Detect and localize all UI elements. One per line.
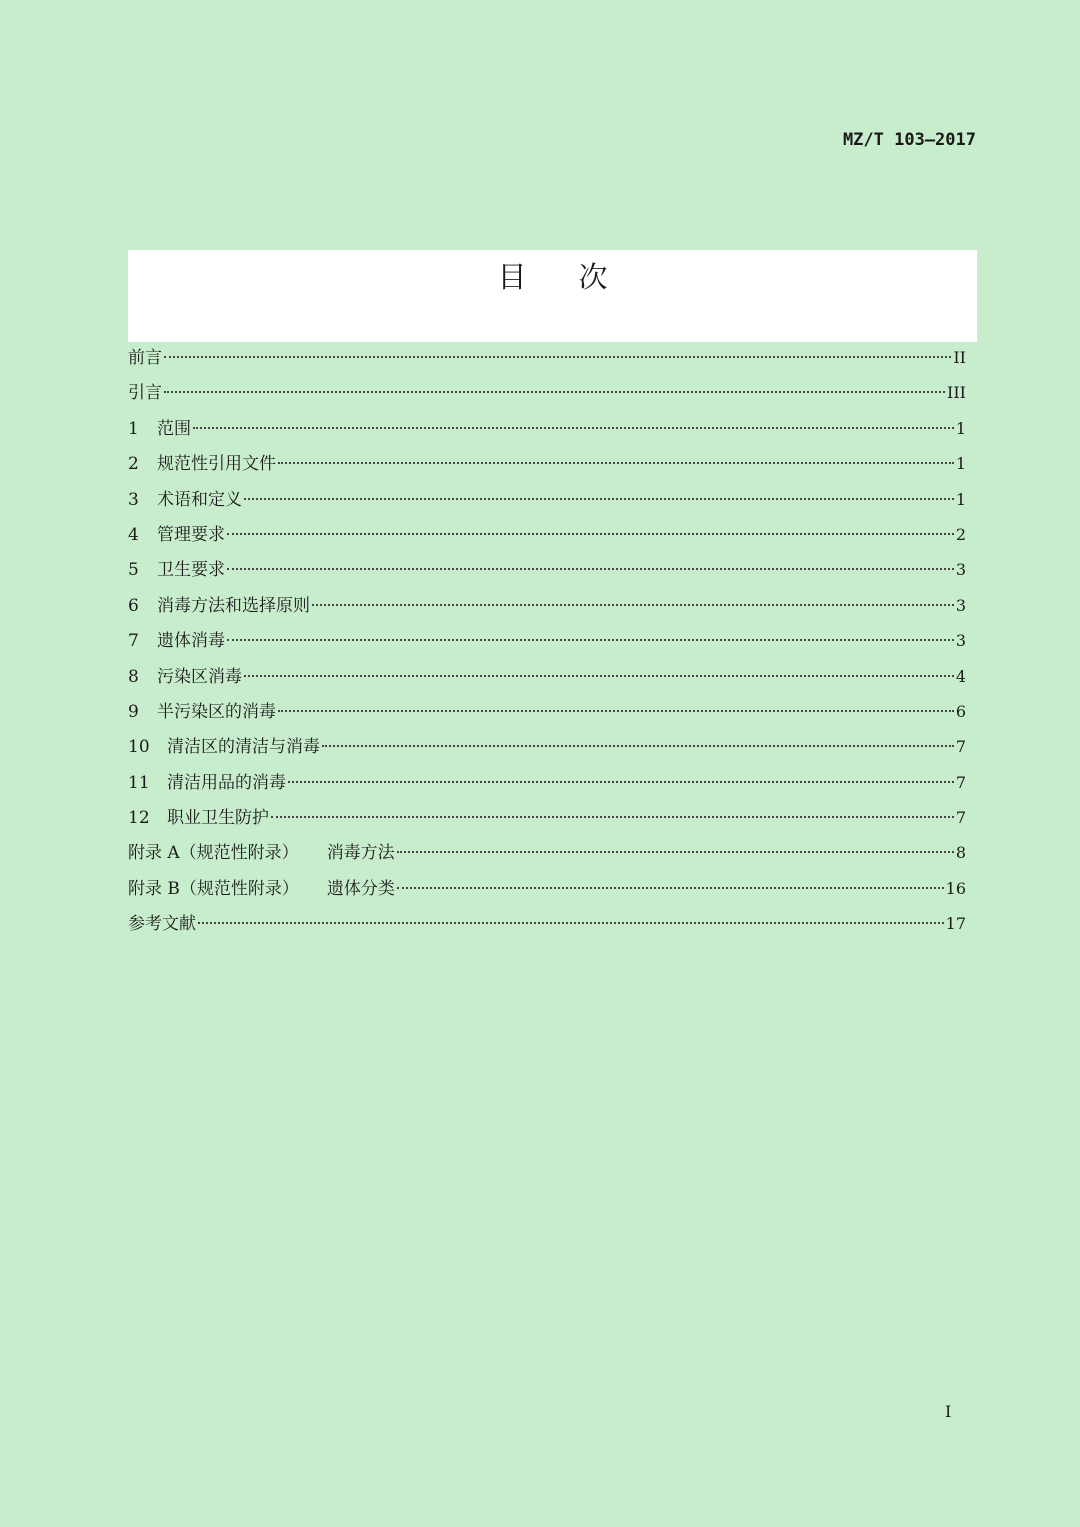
toc-entry-number: 5 bbox=[128, 560, 139, 581]
table-of-contents bbox=[128, 340, 966, 942]
toc-entry-page: 2 bbox=[955, 524, 966, 544]
toc-entry-title: 职业卫生防护 bbox=[167, 808, 269, 829]
toc-entry[interactable] bbox=[128, 694, 966, 729]
toc-entry-page: 7 bbox=[955, 808, 966, 828]
toc-entry[interactable] bbox=[128, 906, 966, 941]
toc-entry[interactable] bbox=[128, 729, 966, 764]
toc-leader-dots bbox=[322, 745, 954, 747]
toc-entry-label bbox=[128, 660, 242, 695]
toc-entry-number: 3 bbox=[128, 489, 139, 510]
toc-entry-page: 4 bbox=[955, 666, 966, 686]
toc-entry-number: 12 bbox=[128, 808, 150, 829]
toc-entry-label bbox=[128, 553, 225, 588]
toc-entry-label bbox=[128, 589, 310, 624]
toc-entry-page: 17 bbox=[945, 914, 966, 934]
toc-leader-dots bbox=[164, 356, 951, 358]
toc-entry-page: 3 bbox=[955, 595, 966, 615]
toc-entry-title: 引言 bbox=[128, 383, 162, 404]
toc-entry-number: 9 bbox=[128, 701, 139, 722]
toc-entry[interactable] bbox=[128, 800, 966, 835]
toc-entry[interactable] bbox=[128, 623, 966, 658]
toc-leader-dots bbox=[193, 427, 954, 429]
toc-entry-title: 消毒方法和选择原则 bbox=[157, 595, 310, 616]
toc-leader-dots bbox=[271, 816, 954, 818]
toc-entry-page: III bbox=[947, 383, 966, 403]
toc-entry[interactable] bbox=[128, 588, 966, 623]
toc-entry[interactable] bbox=[128, 482, 966, 517]
toc-entry[interactable] bbox=[128, 340, 966, 375]
toc-entry-page: II bbox=[953, 348, 966, 367]
toc-entry[interactable] bbox=[128, 871, 966, 906]
toc-entry-title: 前言 bbox=[128, 348, 162, 368]
toc-entry-page: 6 bbox=[955, 701, 966, 721]
toc-leader-dots bbox=[288, 781, 954, 783]
toc-entry-title: 附录 A（规范性附录） bbox=[128, 843, 299, 864]
toc-entry[interactable] bbox=[128, 375, 966, 410]
toc-entry-label bbox=[128, 801, 269, 836]
toc-entry-title: 范围 bbox=[157, 418, 191, 439]
toc-entry[interactable] bbox=[128, 411, 966, 446]
toc-leader-dots bbox=[227, 568, 954, 570]
toc-leader-dots bbox=[312, 604, 954, 606]
toc-entry-title: 参考文献 bbox=[128, 914, 196, 935]
toc-entry-title: 附录 B（规范性附录） bbox=[128, 878, 299, 899]
toc-entry-label bbox=[128, 836, 395, 871]
toc-entry-label bbox=[128, 624, 225, 659]
toc-entry-title: 管理要求 bbox=[157, 524, 225, 545]
toc-leader-dots bbox=[397, 887, 944, 889]
toc-entry-number: 6 bbox=[128, 595, 139, 616]
toc-entry-subtitle: 消毒方法 bbox=[326, 843, 395, 864]
toc-leader-dots bbox=[278, 462, 954, 464]
toc-leader-dots bbox=[278, 710, 954, 712]
toc-entry[interactable] bbox=[128, 765, 966, 800]
toc-entry-number: 8 bbox=[128, 666, 139, 687]
toc-entry-number: 11 bbox=[128, 772, 150, 793]
toc-entry-label bbox=[128, 412, 191, 447]
toc-entry-title: 清洁用品的消毒 bbox=[167, 772, 286, 793]
toc-entry-page: 3 bbox=[955, 631, 966, 651]
toc-entry[interactable] bbox=[128, 517, 966, 552]
toc-entry-label bbox=[128, 447, 276, 482]
toc-entry-page: 16 bbox=[945, 878, 966, 898]
toc-entry-label bbox=[128, 695, 276, 730]
toc-entry-page: 1 bbox=[955, 418, 966, 438]
toc-entry-title: 半污染区的消毒 bbox=[157, 701, 276, 722]
toc-entry-page: 8 bbox=[955, 843, 966, 863]
toc-entry-page: 7 bbox=[955, 772, 966, 792]
toc-entry-label bbox=[128, 376, 162, 411]
toc-entry-title: 规范性引用文件 bbox=[157, 454, 276, 475]
title-char-1: 目 bbox=[497, 260, 527, 294]
page-number: I bbox=[945, 1402, 952, 1421]
toc-entry-number: 2 bbox=[128, 454, 139, 475]
toc-leader-dots bbox=[198, 922, 944, 924]
toc-entry[interactable] bbox=[128, 446, 966, 481]
toc-entry-title: 污染区消毒 bbox=[157, 666, 242, 687]
toc-entry-number: 7 bbox=[128, 631, 139, 652]
toc-leader-dots bbox=[397, 851, 954, 853]
toc-leader-dots bbox=[244, 498, 954, 500]
standard-code: MZ/T 103—2017 bbox=[842, 130, 976, 150]
toc-entry-page: 3 bbox=[955, 560, 966, 580]
toc-entry-page: 1 bbox=[955, 489, 966, 509]
toc-entry-label bbox=[128, 872, 395, 907]
toc-entry-title: 清洁区的清洁与消毒 bbox=[167, 737, 320, 758]
toc-entry-page: 1 bbox=[955, 454, 966, 474]
title-char-2: 次 bbox=[578, 260, 608, 294]
toc-leader-dots bbox=[227, 639, 954, 641]
page-title bbox=[128, 255, 977, 296]
toc-entry[interactable] bbox=[128, 552, 966, 587]
toc-entry-title: 术语和定义 bbox=[157, 489, 242, 510]
toc-entry-title: 遗体消毒 bbox=[157, 631, 225, 652]
toc-entry-label bbox=[128, 730, 320, 765]
toc-entry-subtitle: 遗体分类 bbox=[326, 878, 395, 899]
toc-entry-number: 10 bbox=[128, 737, 150, 758]
toc-entry-label bbox=[128, 766, 286, 801]
toc-entry-number: 1 bbox=[128, 418, 139, 439]
toc-entry-label bbox=[128, 341, 162, 376]
toc-leader-dots bbox=[244, 675, 954, 677]
toc-leader-dots bbox=[164, 391, 945, 393]
toc-entry[interactable] bbox=[128, 659, 966, 694]
toc-entry-label bbox=[128, 907, 196, 942]
toc-leader-dots bbox=[227, 533, 954, 535]
toc-entry-page: 7 bbox=[955, 737, 966, 757]
toc-entry-label bbox=[128, 518, 225, 553]
toc-entry-number: 4 bbox=[128, 524, 139, 545]
toc-entry-title: 卫生要求 bbox=[157, 560, 225, 581]
toc-entry[interactable] bbox=[128, 835, 966, 870]
toc-entry-label bbox=[128, 483, 242, 518]
